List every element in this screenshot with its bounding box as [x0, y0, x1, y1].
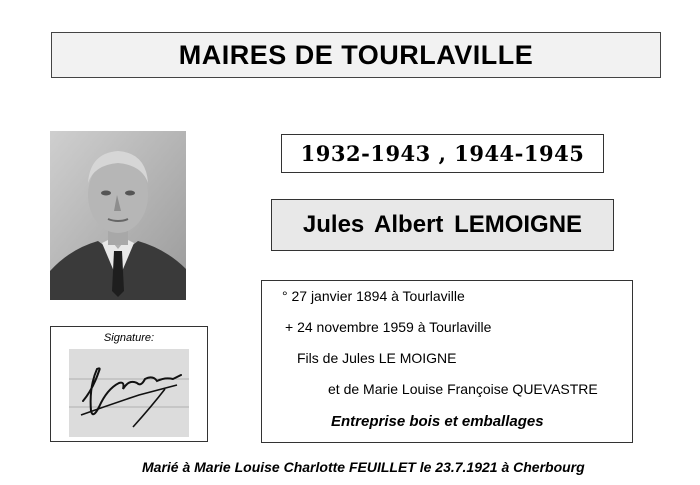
signature-box — [50, 326, 208, 442]
birth-line: ° 27 janvier 1894 à Tourlaville — [282, 288, 465, 304]
biography-box — [261, 280, 633, 443]
portrait-image — [50, 131, 186, 300]
father-line: Fils de Jules LE MOIGNE — [297, 350, 457, 366]
death-line: + 24 novembre 1959 à Tourlaville — [285, 319, 492, 335]
portrait-photo — [50, 131, 186, 300]
mother-line: et de Marie Louise Françoise QUEVASTRE — [328, 381, 598, 397]
signature-label: Signature: — [103, 332, 155, 344]
marriage-line: Marié à Marie Louise Charlotte FEUILLET le 23.7.1921 à Cherbourg — [142, 459, 585, 475]
signature-image — [69, 349, 189, 437]
term-years-box — [281, 134, 604, 173]
page-title: MAIRES DE TOURLAVILLE — [178, 39, 534, 70]
title-box — [51, 32, 661, 78]
term-years: 1932-1943 , 1944-1945 — [300, 141, 585, 166]
signature-scribble — [69, 349, 189, 437]
mayor-name-box — [271, 199, 614, 251]
profession-line: Entreprise bois et emballages — [331, 413, 544, 430]
mayor-name: Jules Albert LEMOIGNE — [302, 211, 583, 238]
